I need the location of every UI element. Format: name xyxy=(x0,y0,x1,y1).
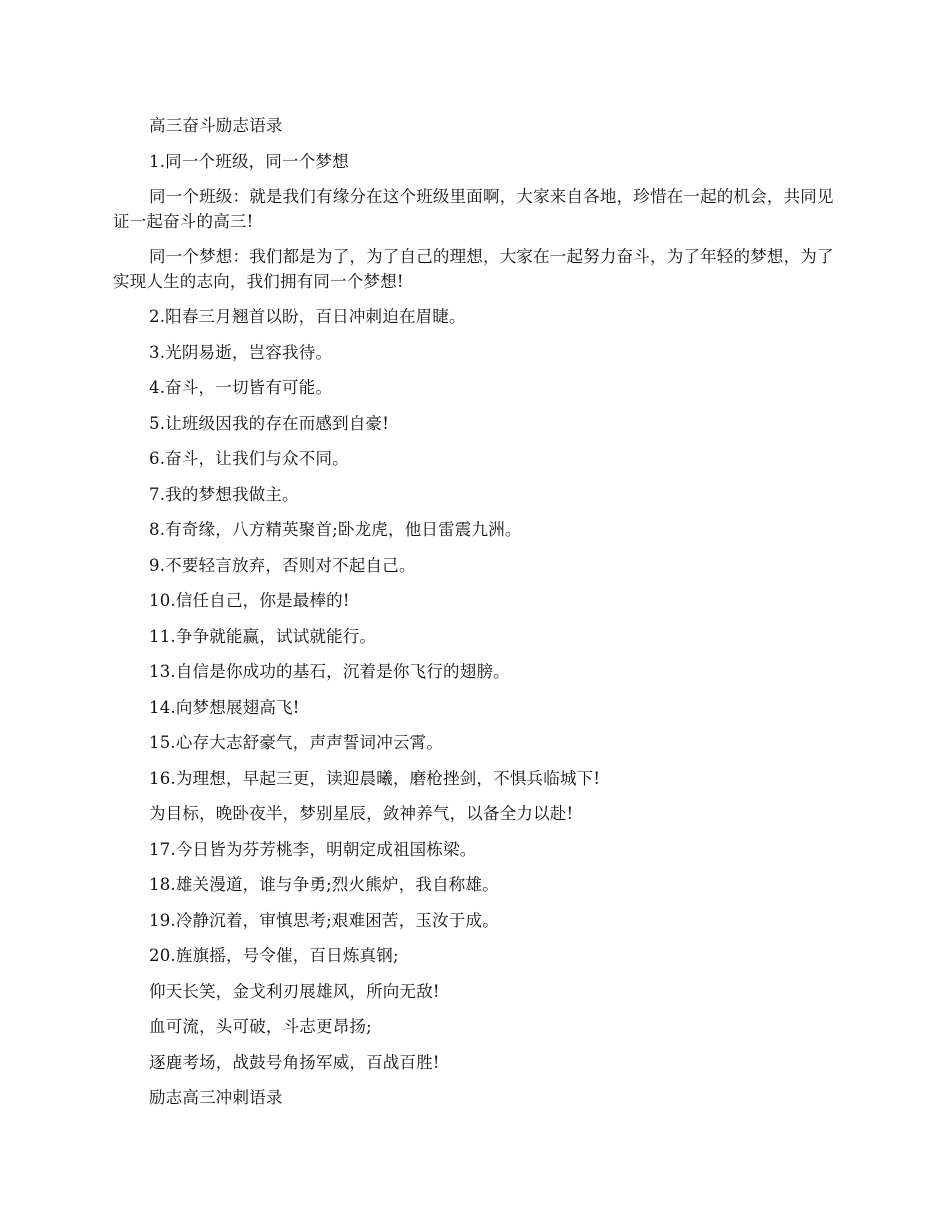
list-item: 16.为理想，早起三更，读迎晨曦，磨枪挫剑，不惧兵临城下! xyxy=(149,768,601,788)
list-item: 14.向梦想展翅高飞! xyxy=(149,697,300,717)
list-item: 仰天长笑，金戈利刃展雄风，所向无敌! xyxy=(149,981,440,1001)
list-item: 为目标，晚卧夜半，梦别星辰，敛神养气，以备全力以赴! xyxy=(149,804,574,823)
list-item: 逐鹿考场，战鼓号角扬军威，百战百胜! xyxy=(149,1052,440,1072)
list-item: 13.自信是你成功的基石，沉着是你飞行的翅膀。 xyxy=(149,662,510,681)
list-item: 17.今日皆为芬芳桃李，明朝定成祖国栋梁。 xyxy=(149,839,477,859)
paragraph: 同一个班级：就是我们有缘分在这个班级里面啊，大家来自各地，珍惜在一起的机会，共同见证一起奋斗的高三! xyxy=(113,187,834,231)
document-body xyxy=(113,113,839,1121)
list-item: 血可流，头可破，斗志更昂扬; xyxy=(149,1017,372,1036)
list-item: 7.我的梦想我做主。 xyxy=(149,484,299,504)
list-item: 18.雄关漫道，谁与争勇;烈火熊炉，我自称雄。 xyxy=(149,875,499,894)
list-item: 11.争争就能赢，试试就能行。 xyxy=(149,626,377,646)
list-item: 3.光阴易逝，岂容我待。 xyxy=(149,342,333,362)
document-title: 高三奋斗励志语录 xyxy=(149,116,283,135)
list-item: 8.有奇缘，八方精英聚首;卧龙虎，他日雷震九洲。 xyxy=(149,520,522,539)
list-item: 20.旌旗摇，号令催，百日炼真钢; xyxy=(149,946,399,965)
section-heading: 励志高三冲刺语录 xyxy=(149,1088,283,1107)
section-heading: 1.同一个班级，同一个梦想 xyxy=(149,151,349,171)
paragraph: 同一个梦想：我们都是为了，为了自己的理想，大家在一起努力奋斗，为了年轻的梦想，为了实现人生的志向，我们拥有同一个梦想! xyxy=(113,247,834,291)
list-item: 19.冷静沉着，审慎思考;艰难困苦，玉汝于成。 xyxy=(149,910,499,930)
list-item: 10.信任自己，你是最棒的! xyxy=(149,591,350,610)
list-item: 2.阳春三月翘首以盼，百日冲刺迫在眉睫。 xyxy=(149,307,466,326)
list-item: 6.奋斗，让我们与众不同。 xyxy=(149,449,349,468)
list-item: 5.让班级因我的存在而感到自豪! xyxy=(149,413,390,433)
list-item: 9.不要轻言放弃，否则对不起自己。 xyxy=(149,555,416,575)
list-item: 15.心存大志舒豪气，声声誓词冲云霄。 xyxy=(149,733,444,752)
list-item: 4.奋斗，一切皆有可能。 xyxy=(149,378,333,397)
